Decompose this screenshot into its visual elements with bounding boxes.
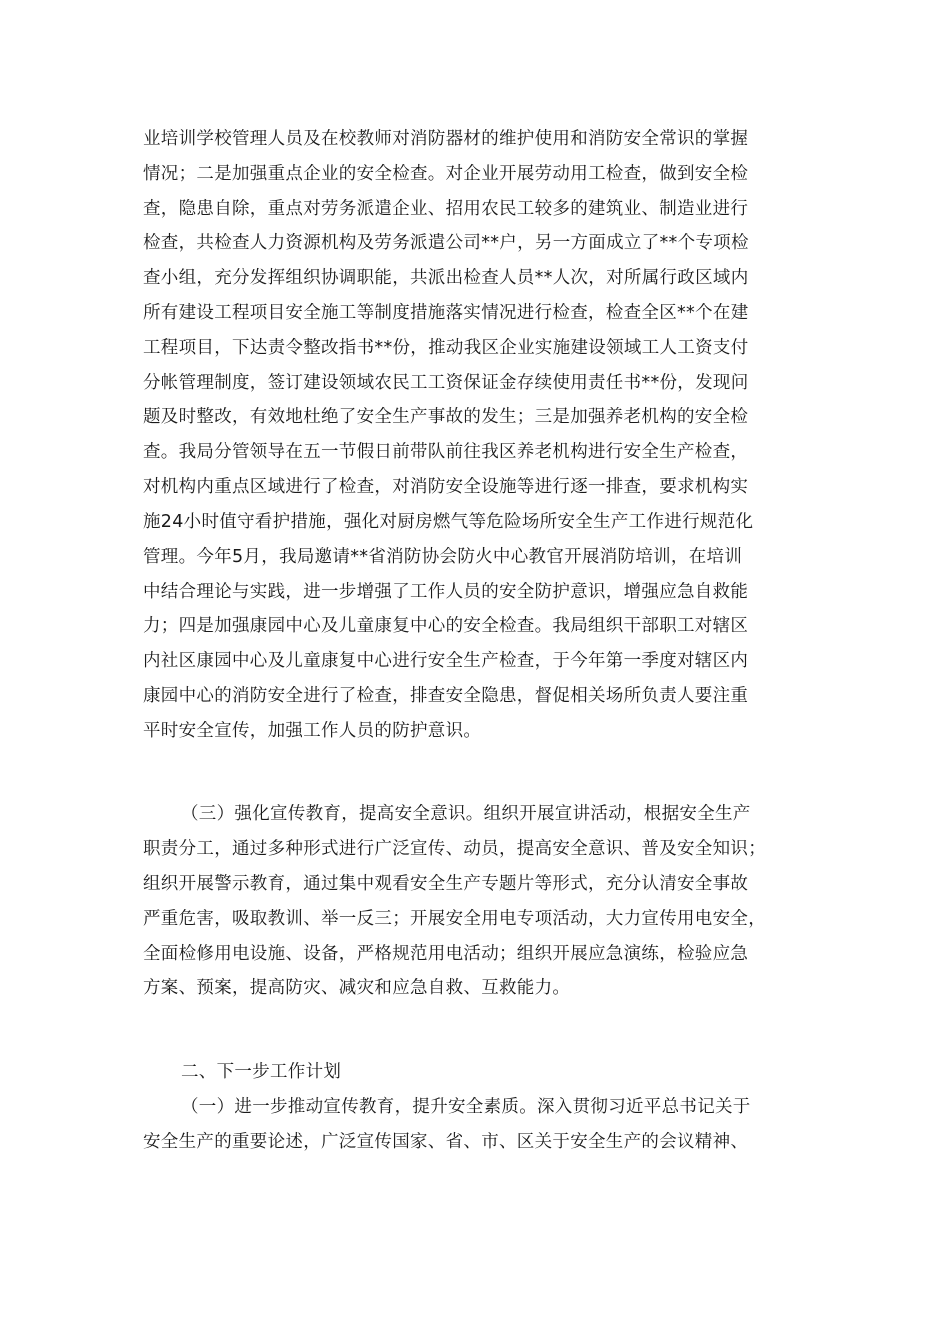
section-heading: 二、下一步工作计划 [181, 1062, 342, 1082]
text-line: 平时安全宣传，加强工作人员的防护意识。 [143, 721, 482, 741]
text-line: 分帐管理制度，签订建设领域农民工工资保证金存续使用责任书**份，发现问 [143, 373, 749, 393]
text-line: 严重危害，吸取教训、举一反三；开展安全用电专项活动，大力宣传用电安全， [143, 909, 766, 929]
text-line: 中结合理论与实践，进一步增强了工作人员的安全防护意识，增强应急自救能 [143, 582, 749, 602]
text-line: 康园中心的消防安全进行了检查，排查安全隐患，督促相关场所负责人要注重 [143, 686, 749, 706]
text-line: 职责分工，通过多种形式进行广泛宣传、动员，提高安全意识、普及安全知识； [143, 839, 766, 859]
text-line: 工程项目，下达责令整改指书**份，推动我区企业实施建设领域工人工资支付 [143, 338, 749, 358]
text-line: （三）强化宣传教育，提高安全意识。组织开展宣讲活动，根据安全生产 [181, 804, 751, 824]
text-line: （一）进一步推动宣传教育，提升安全素质。深入贯彻习近平总书记关于 [181, 1097, 751, 1117]
text-line: 情况；二是加强重点企业的安全检查。对企业开展劳动用工检查，做到安全检 [143, 164, 749, 184]
text-line: 所有建设工程项目安全施工等制度措施落实情况进行检查，检查全区**个在建 [143, 303, 749, 323]
text-line: 施24小时值守看护措施，强化对厨房燃气等危险场所安全生产工作进行规范化 [143, 512, 754, 532]
text-line: 查小组，充分发挥组织协调职能，共派出检查人员**人次，对所属行政区域内 [143, 268, 749, 288]
text-line: 对机构内重点区域进行了检查，对消防安全设施等进行逐一排查，要求机构实 [143, 477, 749, 497]
text-line: 业培训学校管理人员及在校教师对消防器材的维护使用和消防安全常识的掌握 [143, 129, 749, 149]
text-line: 查，隐患自除，重点对劳务派遣企业、招用农民工较多的建筑业、制造业进行 [143, 199, 749, 219]
text-line: 组织开展警示教育，通过集中观看安全生产专题片等形式，充分认清安全事故 [143, 874, 749, 894]
text-line: 检查，共检查人力资源机构及劳务派遣公司**户，另一方面成立了**个专项检 [143, 233, 749, 253]
text-line: 题及时整改，有效地杜绝了安全生产事故的发生；三是加强养老机构的安全检 [143, 407, 749, 427]
text-line: 方案、预案，提高防灾、减灾和应急自救、互救能力。 [143, 978, 571, 998]
text-line: 全面检修用电设施、设备，严格规范用电活动；组织开展应急演练，检验应急 [143, 944, 749, 964]
text-line: 安全生产的重要论述，广泛宣传国家、省、市、区关于安全生产的会议精神、 [143, 1132, 749, 1152]
text-line: 管理。今年5月，我局邀请**省消防协会防火中心教官开展消防培训，在培训 [143, 547, 743, 567]
text-line: 内社区康园中心及儿童康复中心进行安全生产检查，于今年第一季度对辖区内 [143, 651, 749, 671]
text-line: 查。我局分管领导在五一节假日前带队前往我区养老机构进行安全生产检查， [143, 442, 749, 462]
text-line: 力；四是加强康园中心及儿童康复中心的安全检查。我局组织干部职工对辖区 [143, 616, 749, 636]
